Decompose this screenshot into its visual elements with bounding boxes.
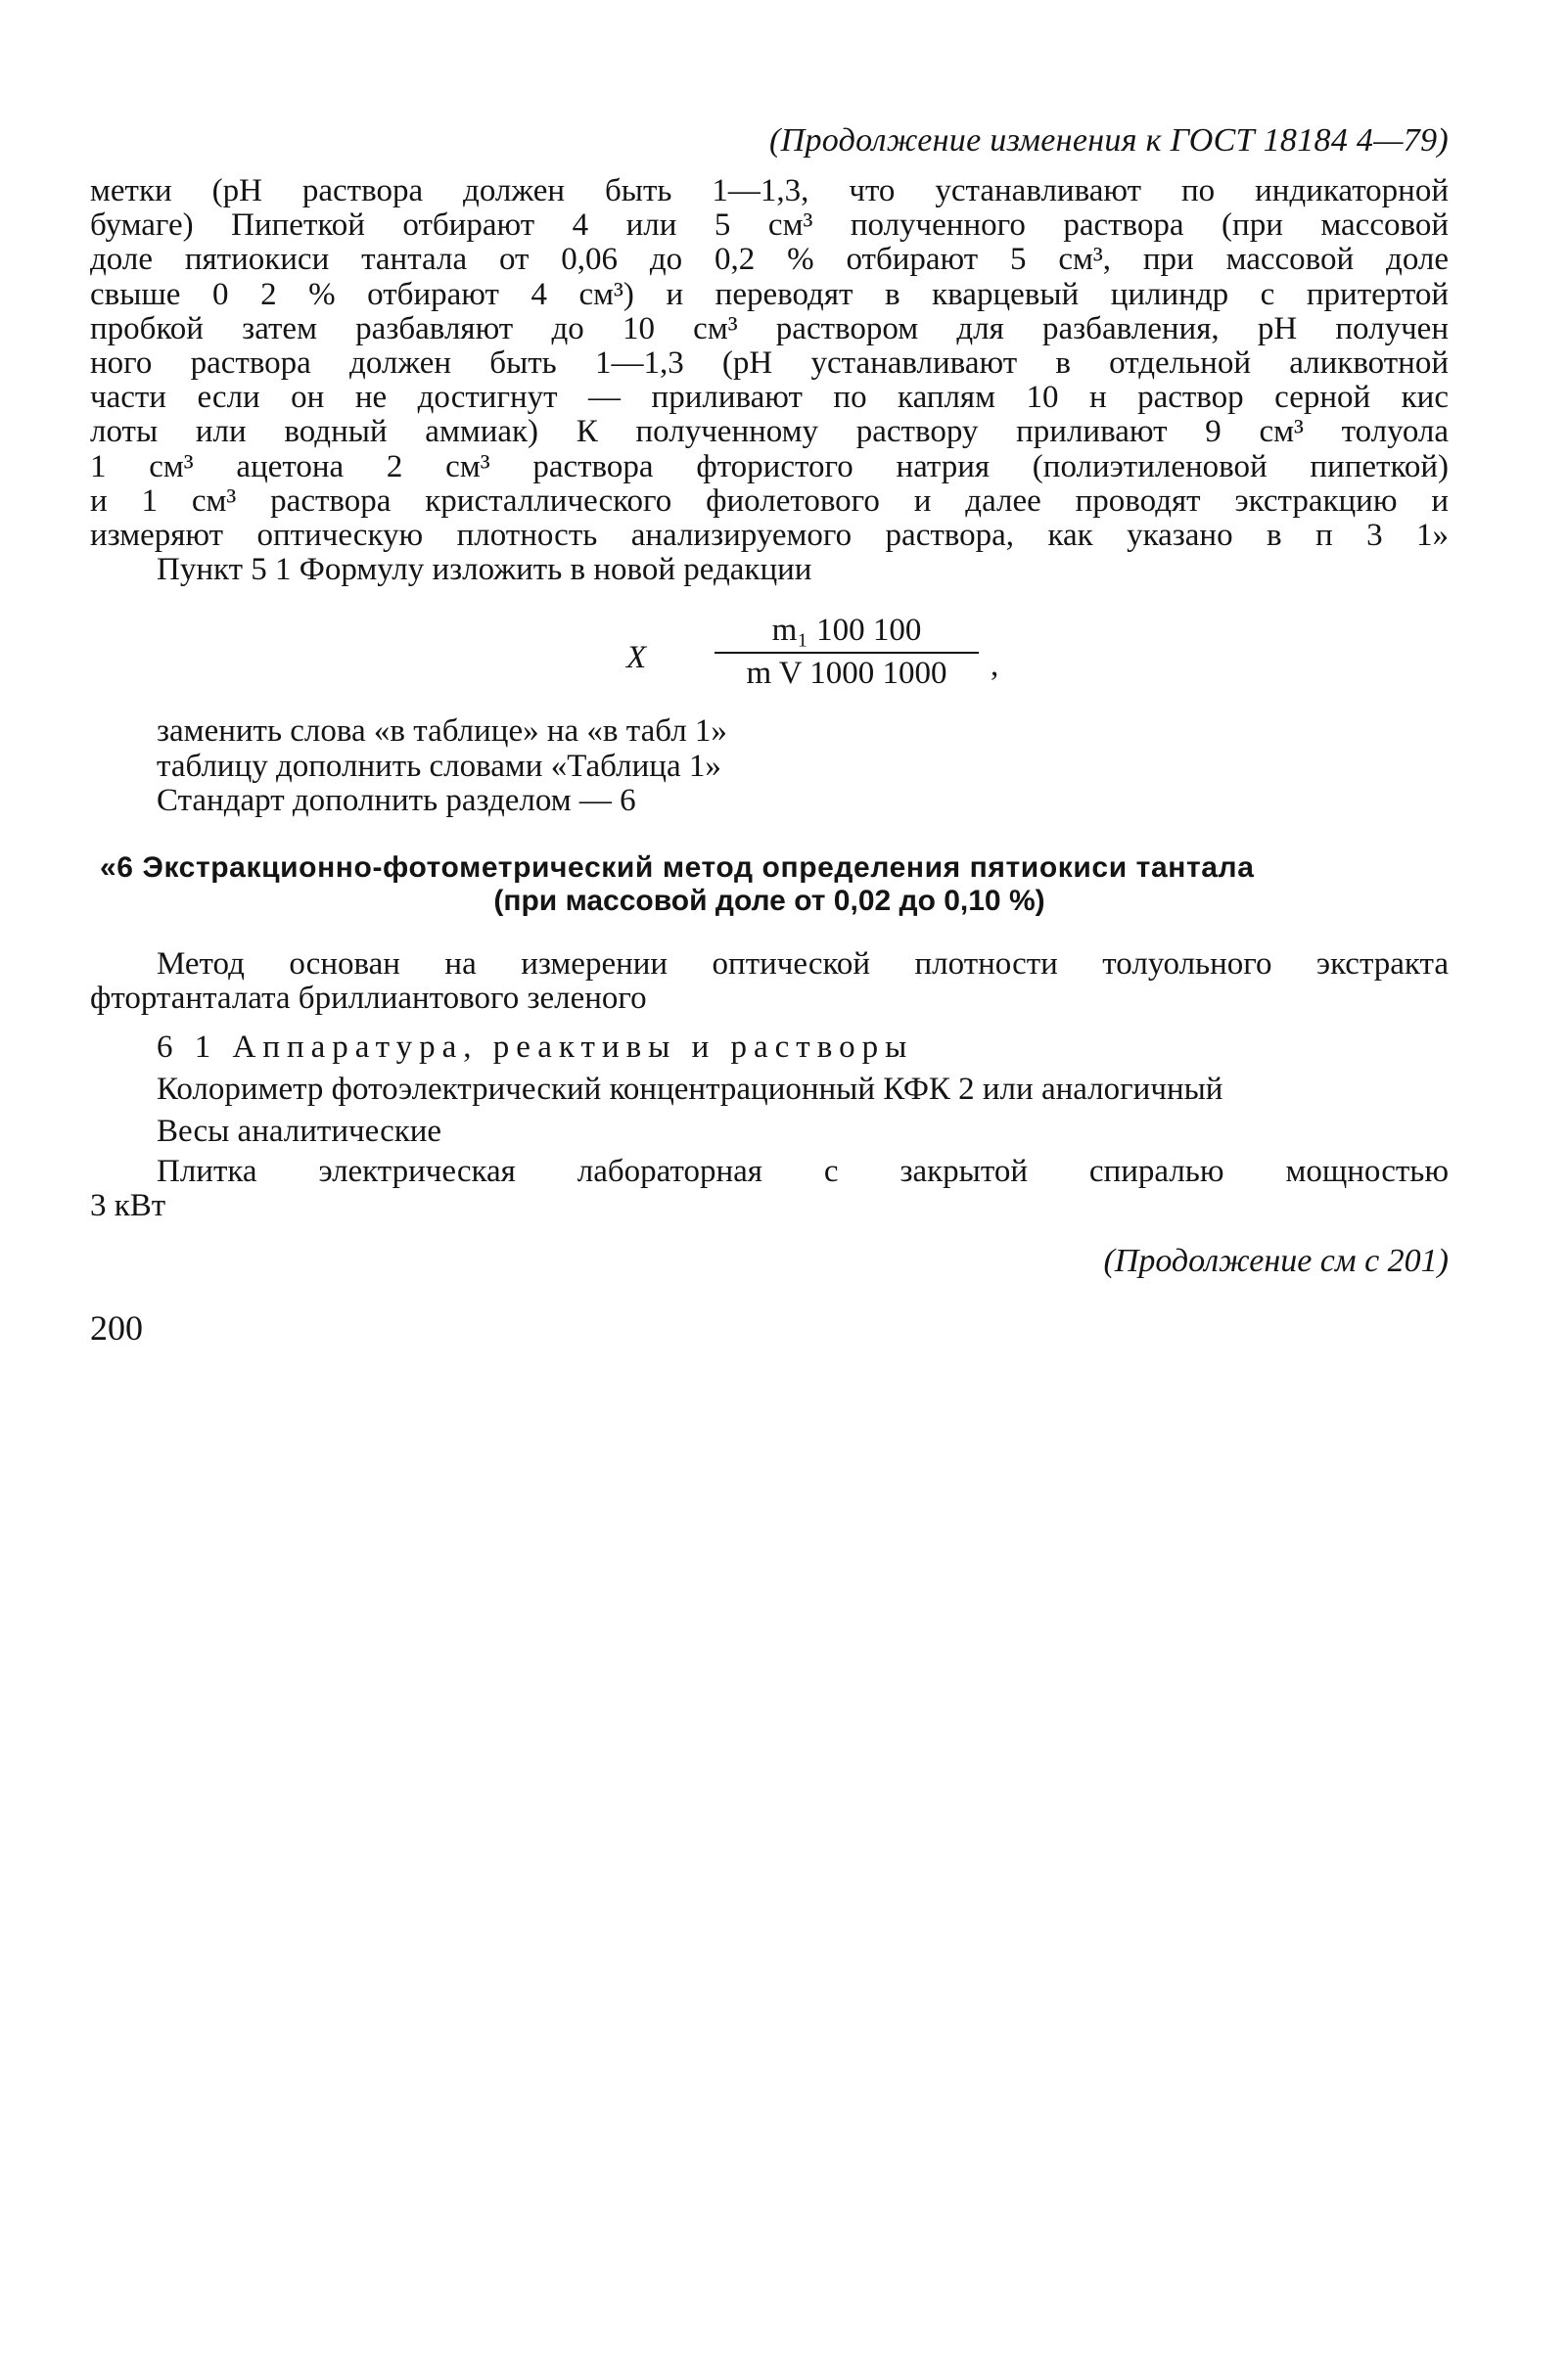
item-scales: Весы аналитические (157, 1114, 442, 1149)
formula-comma: , (991, 648, 999, 683)
section-6-title (90, 851, 1449, 918)
method-line-2: фтортанталата бриллиантового зеленого (90, 981, 647, 1017)
fraction-bar (715, 652, 979, 654)
method-line-1: Метод основан на измерении оптической плотности толуольного экстракта (157, 946, 1449, 982)
amendment-line: Стандарт дополнить разделом — 6 (157, 783, 636, 819)
amendment-lines (157, 714, 727, 819)
subsection-6-1-heading: 6 1 Аппаратура, реактивы и растворы (157, 1030, 914, 1065)
item-colorimeter: Колориметр фотоэлектрический концентрационный КФК 2 или аналогичный (157, 1072, 1223, 1107)
paragraph-continuation (90, 174, 1449, 587)
formula-x (626, 613, 998, 691)
formula-lhs: X (626, 640, 647, 675)
text-line: измеряют оптическую плотность анализируемого раствора, как указано в п 3 1» (90, 517, 1449, 553)
amendment-line: таблицу дополнить словами «Таблица 1» (157, 748, 721, 784)
hotplate-line-2: 3 кВт (90, 1188, 166, 1224)
amendment-line: заменить слова «в таблице» на «в табл 1» (157, 713, 727, 749)
formula-numerator: m₁ 100 100 (771, 613, 922, 648)
text-line: лоты или водный аммиак) К полученному раствору приливают 9 см³ толуола (90, 414, 1449, 450)
text-line: ного раствора должен быть 1—1,3 (pH устанавливают в отдельной аликвотной (90, 344, 1449, 381)
method-paragraph (90, 947, 1449, 1016)
section-title-line-2: (при массовой доле от 0,02 до 0,10 %) (493, 885, 1045, 917)
point-5-1-line: Пункт 5 1 Формулу изложить в новой редакции (157, 552, 812, 588)
text-line: 1 см³ ацетона 2 см³ раствора фтористого натрия (полиэтиленовой пипеткой) (90, 448, 1449, 484)
hotplate-line-1: Плитка электрическая лабораторная с закрытой спиралью мощностью (157, 1154, 1449, 1189)
formula-denominator: m V 1000 1000 (746, 656, 947, 691)
text-line: бумаге) Пипеткой отбирают 4 или 5 см³ полученного раствора (при массовой (90, 207, 1449, 244)
item-hotplate (90, 1155, 1449, 1223)
footer-continuation: (Продолжение см с 201) (1103, 1243, 1449, 1279)
text-line: и 1 см³ раствора кристаллического фиолетового и далее проводят экстракцию и (90, 482, 1449, 519)
page-number: 200 (90, 1308, 143, 1348)
text-line: части если он не достигнут — приливают по каплям 10 н раствор серной кис (90, 380, 1449, 416)
section-title-line-1: «6 Экстракционно-фотометрический метод определения пятиокиси тантала (100, 851, 1255, 884)
text-line: метки (pH раствора должен быть 1—1,3, что устанавливают по индикаторной (90, 173, 1449, 208)
text-line: пробкой затем разбавляют до 10 см³ раствором для разбавления, pH получен (90, 310, 1449, 346)
text-line: свыше 0 2 % отбирают 4 см³) и переводят в кварцевый цилиндр с притертой (90, 276, 1449, 312)
page-header-continuation: (Продолжение изменения к ГОСТ 18184 4—79) (769, 122, 1449, 159)
text-line: доле пятиокиси тантала от 0,06 до 0,2 % отбирают 5 см³, при массовой доле (90, 242, 1449, 278)
